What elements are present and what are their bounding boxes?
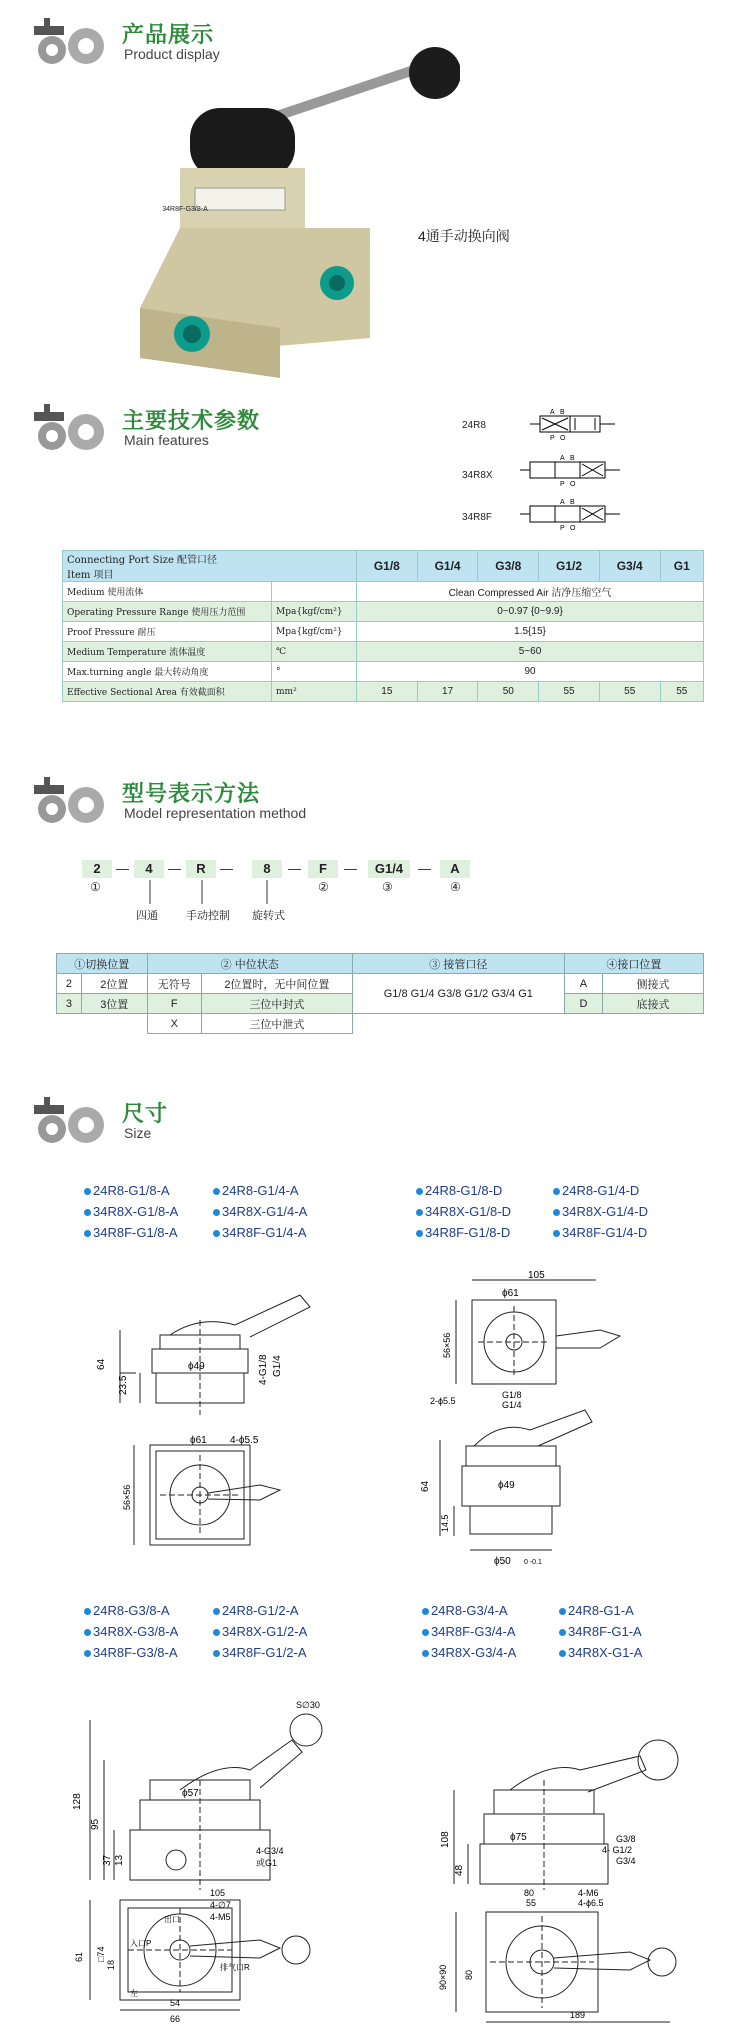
dim-label: S∅30: [296, 1700, 320, 1710]
model-code-part: F: [308, 860, 338, 878]
bullet-icon: [213, 1188, 220, 1195]
dim-label: 出口: [164, 1915, 180, 1924]
dim-label: ϕ49: [188, 1361, 205, 1372]
bullet-icon: [553, 1209, 560, 1216]
table-row: Medium Temperature 流体温度 ℃ 5~60: [63, 642, 704, 662]
dim-label: 56×56: [442, 1332, 452, 1358]
dim-label: 4-∅7: [210, 1900, 231, 1910]
dim-label: 105: [210, 1888, 226, 1898]
size-model-list: 24R8-G3/4-A 24R8-G1-A 34R8F-G3/4-A 34R8F-G1-A 34R8X-G3/4-A 34R8X-G1-A: [422, 1600, 642, 1663]
circled-number: ④: [450, 880, 461, 894]
section-title-cn: 主要技术参数: [122, 409, 261, 434]
dim-label: 80: [524, 1888, 535, 1898]
dim-label: 入口P: [130, 1939, 152, 1948]
dim-label: ϕ75: [510, 1832, 527, 1843]
port-header: G3/8: [478, 551, 539, 582]
dim-label: ϕ49: [498, 1480, 515, 1491]
table-row: Proof Pressure 耐压 Mpa{kgf/cm²} 1.5{15}: [63, 622, 704, 642]
model-code-dash: —: [168, 861, 181, 876]
model-code-part: 8: [252, 860, 282, 878]
bullet-icon: [416, 1230, 423, 1237]
section-title-cn: 产品展示: [122, 23, 215, 48]
dim-label: 37: [102, 1854, 113, 1866]
model-code-part: G1/4: [368, 860, 410, 878]
table-row: Max.turning angle 最大转动角度 ° 90: [63, 662, 704, 682]
dim-label: 189: [570, 2010, 586, 2020]
model-code-part: 4: [134, 860, 164, 878]
dim-label: 56×56: [122, 1484, 132, 1510]
dim-label: 128: [72, 1793, 83, 1810]
dim-label: 4-M6: [578, 1888, 599, 1898]
model-table: ①切换位置 ② 中位状态 ③ 接管口径 ④接口位置 2 2位置 无符号 2位置时，无中间位置 G1/8 G1/4 G3/8 G1/2 G3/4 G1 A 侧接式 3 3位置 F 三位中封式 D 底接式 X 三位中泄式: [56, 953, 704, 1034]
model-explain: 手动控制: [186, 910, 230, 922]
symbol-port-b: B: [560, 409, 565, 416]
dimension-drawing-2: [410, 1270, 670, 1570]
dim-label: 54: [170, 1998, 181, 2008]
bullet-icon: [84, 1188, 91, 1195]
bullet-icon: [559, 1650, 566, 1657]
dim-label: ϕ57: [182, 1788, 199, 1799]
product-caption: 4通手动换向阀: [418, 228, 510, 244]
model-code-dash: —: [418, 861, 431, 876]
gear-logo-icon: [34, 775, 112, 831]
dim-label: 80: [464, 1969, 474, 1980]
dim-label: 64: [96, 1358, 107, 1370]
dim-label: 90×90: [438, 1964, 448, 1990]
gear-logo-icon: [34, 402, 112, 458]
dim-label: ϕ50: [494, 1556, 511, 1567]
bullet-icon: [213, 1209, 220, 1216]
table-row: Effective Sectional Area 有效截面积 mm² 15 17 50 55 55 55: [63, 682, 704, 702]
model-explain: 四通: [136, 910, 158, 922]
port-header: G1/8: [357, 551, 418, 582]
gear-logo-icon: [34, 1095, 112, 1151]
bullet-icon: [422, 1608, 429, 1615]
table-row: Operating Pressure Range 使用压力范围 Mpa{kgf/cm²} 0~0.97 {0~9.9}: [63, 602, 704, 622]
features-header-left: Connecting Port Size 配管口径 Item 项目: [63, 551, 357, 582]
dim-label: 4-G3/4: [256, 1846, 284, 1856]
table-row: 3 3位置 F 三位中封式 D 底接式: [57, 994, 704, 1014]
dim-label: 14.5: [440, 1514, 450, 1532]
bullet-icon: [559, 1629, 566, 1636]
dim-label: 18: [106, 1959, 116, 1970]
size-model-list: 24R8-G1/8-D 24R8-G1/4-D 34R8X-G1/8-D 34R8X-G1/4-D 34R8F-G1/8-D 34R8F-G1/4-D: [416, 1180, 648, 1243]
features-table: [62, 550, 704, 702]
size-model-list: 24R8-G3/8-A 24R8-G1/2-A 34R8X-G3/8-A 34R8X-G1/2-A 34R8F-G3/8-A 34R8F-G1/2-A: [84, 1600, 307, 1663]
dim-label: 排气口R: [220, 1963, 250, 1972]
section-model-header: [34, 775, 434, 835]
section-title-cn: 尺寸: [122, 1102, 169, 1127]
symbol-port-p: P: [560, 481, 565, 488]
port-header: G1: [660, 551, 703, 582]
symbol-port-a: A: [560, 455, 565, 462]
symbol-port-b: B: [570, 499, 575, 506]
dim-label: 108: [440, 1831, 451, 1848]
dimension-drawing-1: [90, 1285, 330, 1565]
dim-label: 105: [528, 1270, 545, 1281]
bullet-icon: [553, 1230, 560, 1237]
dim-label: 4-G1/8: [258, 1354, 269, 1385]
product-label-text: 34R8F-G3/8-A: [162, 206, 208, 213]
bullet-icon: [559, 1608, 566, 1615]
dimension-drawing-3: [70, 1700, 350, 2030]
dim-label: ϕ61: [502, 1288, 519, 1299]
dim-label: □74: [96, 1946, 106, 1962]
dim-label: 55: [526, 1898, 537, 1908]
dim-label: 或G1: [256, 1858, 278, 1868]
dim-label: G3/8: [616, 1834, 636, 1844]
circled-number: ②: [318, 880, 329, 894]
dim-label: ϕ61: [190, 1435, 207, 1446]
symbol-port-a: A: [560, 499, 565, 506]
bullet-icon: [84, 1209, 91, 1216]
symbol-port-o: O: [560, 435, 566, 442]
bullet-icon: [84, 1650, 91, 1657]
dim-label: 4-ϕ6.5: [578, 1898, 604, 1908]
symbol-port-p: P: [550, 435, 555, 442]
port-header: G1/4: [417, 551, 478, 582]
dim-label: 2-ϕ5.5: [430, 1396, 456, 1406]
bullet-icon: [422, 1629, 429, 1636]
table-row: Medium 使用流体 Clean Compressed Air 洁净压缩空气: [63, 582, 704, 602]
dim-label: G1/4: [272, 1355, 283, 1377]
bullet-icon: [84, 1230, 91, 1237]
bullet-icon: [416, 1188, 423, 1195]
bullet-icon: [84, 1629, 91, 1636]
model-code-leaders: [140, 878, 310, 908]
model-explain: 旋转式: [252, 910, 285, 922]
section-size-header: [34, 1095, 434, 1155]
symbol-name: 24R8: [462, 420, 486, 431]
model-code-part: 2: [82, 860, 112, 878]
dim-label: 95: [90, 1818, 101, 1830]
section-title-en: Size: [124, 1125, 152, 1141]
section-title-cn: 型号表示方法: [122, 782, 261, 807]
dimension-drawing-4: [420, 1700, 700, 2030]
bullet-icon: [84, 1608, 91, 1615]
dim-label: 13: [114, 1854, 125, 1866]
model-code-dash: —: [344, 861, 357, 876]
port-header: G1/2: [539, 551, 600, 582]
model-code-part: R: [186, 860, 216, 878]
dim-label: 4- G1/2: [602, 1845, 633, 1855]
dim-label: G3/4: [616, 1856, 636, 1866]
circled-number: ①: [90, 880, 101, 894]
table-row: 2 2位置 无符号 2位置时，无中间位置 G1/8 G1/4 G3/8 G1/2 G3/4 G1 A 侧接式: [57, 974, 704, 994]
dim-label: G1/8: [502, 1390, 522, 1400]
model-code-part: A: [440, 860, 470, 878]
dim-label: 66: [170, 2014, 181, 2024]
bullet-icon: [213, 1230, 220, 1237]
model-code-dash: —: [116, 861, 129, 876]
bullet-icon: [422, 1650, 429, 1657]
dim-label: 4-ϕ5.5: [230, 1435, 259, 1446]
dim-label: 0 -0.1: [524, 1559, 542, 1566]
model-code-dash: —: [288, 861, 301, 876]
port-header: G3/4: [599, 551, 660, 582]
valve-symbols-diagram: [520, 404, 660, 544]
dim-label: 左: [130, 1989, 138, 1998]
circled-number: ③: [382, 880, 393, 894]
dim-label: G1/4: [502, 1400, 522, 1410]
dim-label: 48: [454, 1864, 465, 1876]
size-model-list: 24R8-G1/8-A 24R8-G1/4-A 34R8X-G1/8-A 34R8X-G1/4-A 34R8F-G1/8-A 34R8F-G1/4-A: [84, 1180, 307, 1243]
bullet-icon: [416, 1209, 423, 1216]
symbol-port-p: P: [560, 525, 565, 532]
bullet-icon: [213, 1608, 220, 1615]
symbol-port-o: O: [570, 481, 576, 488]
symbol-port-a: A: [550, 409, 555, 416]
dim-label: 4-M5: [210, 1912, 231, 1922]
bullet-icon: [553, 1188, 560, 1195]
gear-logo-icon: [34, 16, 112, 72]
section-title-en: Product display: [124, 46, 220, 62]
bullet-icon: [213, 1650, 220, 1657]
section-title-en: Main features: [124, 432, 209, 448]
model-code-dash: —: [220, 861, 233, 876]
symbol-port-o: O: [570, 525, 576, 532]
dim-label: 61: [74, 1951, 84, 1962]
section-features-header: [34, 402, 434, 462]
symbol-name: 34R8F: [462, 512, 493, 523]
symbol-port-b: B: [570, 455, 575, 462]
dim-label: 64: [420, 1480, 431, 1492]
bullet-icon: [213, 1629, 220, 1636]
symbol-name: 34R8X: [462, 470, 493, 481]
section-title-en: Model representation method: [124, 805, 307, 821]
dim-label: 23.5: [118, 1375, 129, 1395]
table-row: X 三位中泄式: [57, 1014, 704, 1034]
